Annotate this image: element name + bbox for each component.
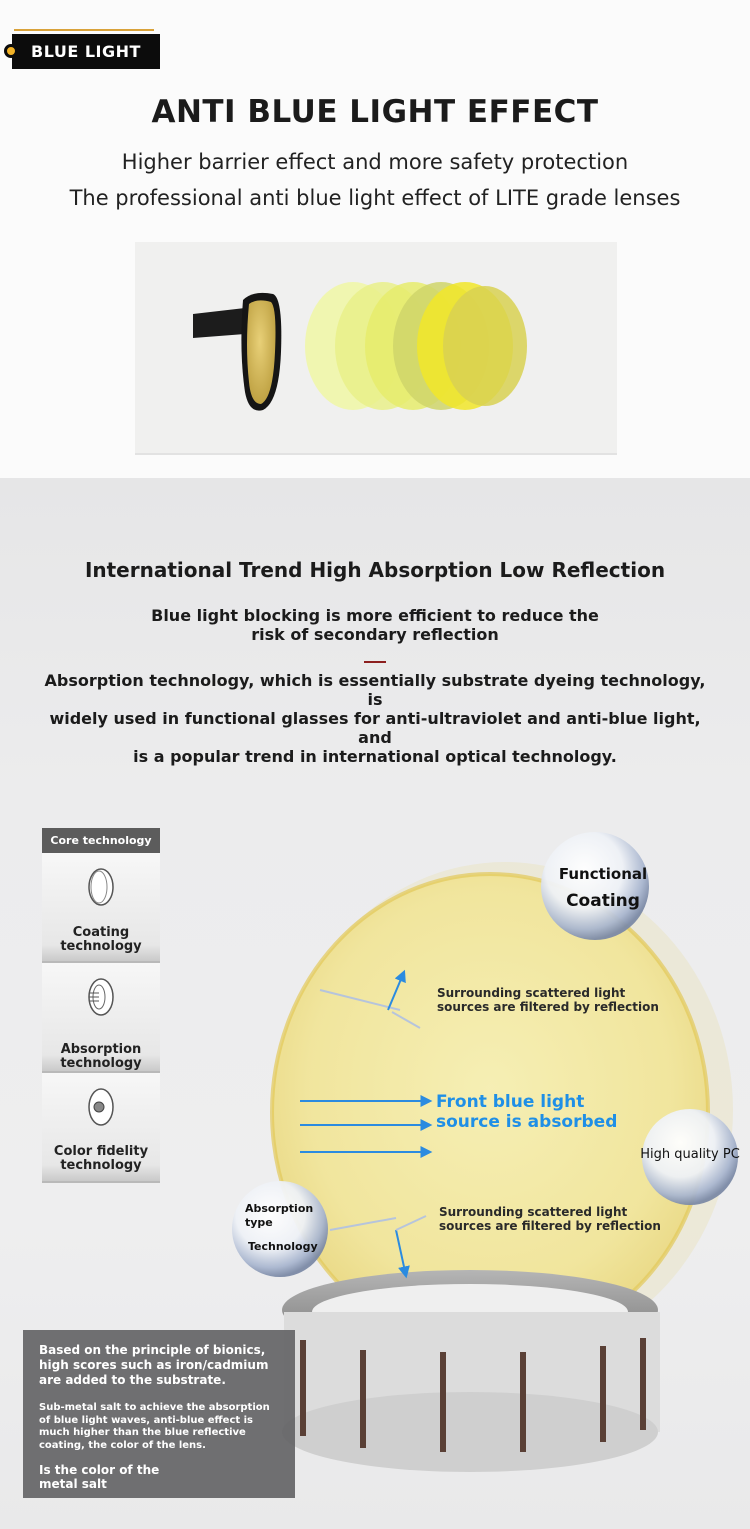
info-paragraph-3 [39, 1463, 159, 1491]
info-p2-line-4: coating, the color of the lens. [39, 1439, 206, 1451]
info-p3-line-1: Is the color of the [39, 1463, 160, 1477]
core-technology-panel [42, 828, 160, 1183]
divider [364, 661, 386, 663]
info-paragraph-1 [39, 1343, 268, 1388]
lens-samples-image [135, 242, 617, 455]
scatter-top-line-1: Surrounding scattered light [437, 986, 626, 1000]
absorption-lens-icon [79, 975, 123, 1019]
body-line-3: is a popular trend in international optical technology. [133, 747, 617, 766]
color-fidelity-lens-icon [79, 1085, 123, 1129]
info-p3-line-2: metal salt [39, 1477, 107, 1491]
color-fidelity-card [42, 1073, 160, 1183]
bubble-left-label-1: Absorption [245, 1202, 314, 1215]
core-technology-header: Core technology [42, 828, 160, 853]
info-p2-line-3: much higher than the blue reflective [39, 1427, 246, 1438]
front-line-2: source is absorbed [436, 1112, 618, 1132]
scatter-top-line-2: sources are filtered by reflection [437, 1000, 659, 1014]
hero-section [0, 0, 750, 478]
section-title: International Trend High Absorption Low Reflection [84, 558, 666, 582]
coating-label [42, 926, 160, 954]
body-line-2: widely used in functional glasses for anti-ultraviolet and anti-blue light, and [49, 709, 701, 747]
color-fidelity-label-line-1: Color fidelity [53, 1144, 149, 1159]
coating-technology-card [42, 853, 160, 963]
color-fidelity-label-line-2: technology [60, 1158, 142, 1173]
bubble-top-label-1: Functional [558, 865, 648, 883]
subtitle-line-2: The professional anti blue light effect of LITE grade lenses [69, 186, 681, 210]
bubble-right-label: High quality PC [640, 1147, 740, 1162]
page-title: ANTI BLUE LIGHT EFFECT [151, 94, 599, 130]
scatter-bottom-line-2: sources are filtered by reflection [439, 1219, 661, 1233]
color-fidelity-label [42, 1145, 160, 1173]
tag-dot-icon [4, 44, 18, 58]
info-p2-line-2: of blue light waves, anti-blue effect is [39, 1414, 254, 1426]
bubble-left-label-2: type [245, 1216, 273, 1229]
scatter-bottom-text [439, 1205, 661, 1233]
coating-lens-icon [79, 865, 123, 909]
scatter-bottom-line-1: Surrounding scattered light [439, 1205, 628, 1219]
coating-label-line-2: technology [60, 939, 142, 954]
lens-samples-illustration [135, 242, 617, 455]
tag-accent-line [14, 29, 154, 31]
bubble-top-label-2: Coating [566, 891, 640, 911]
bubble-left-label-3: Technology [248, 1240, 318, 1253]
coating-label-line-1: Coating [72, 925, 130, 940]
absorption-label-line-1: Absorption [60, 1042, 142, 1057]
blue-light-tag: BLUE LIGHT [12, 34, 160, 69]
section-body [40, 671, 710, 766]
scatter-top-text [437, 986, 659, 1014]
subtitle-line-1: Higher barrier effect and more safety protection [121, 150, 629, 174]
lead-line-2: risk of secondary reflection [251, 625, 499, 644]
info-p2-line-1: Sub-metal salt to achieve the absorption [39, 1402, 270, 1413]
absorption-label [42, 1043, 160, 1071]
front-line-1: Front blue light [436, 1092, 585, 1112]
info-paragraph-2 [39, 1402, 270, 1452]
info-p1-line-2: high scores such as iron/cadmium [39, 1358, 269, 1372]
body-line-1: Absorption technology, which is essentially substrate dyeing technology, is [44, 671, 706, 709]
front-light-text [436, 1092, 617, 1132]
section-lead [0, 606, 750, 644]
lead-line-1: Blue light blocking is more efficient to reduce the [151, 606, 599, 625]
absorption-technology-card [42, 963, 160, 1073]
info-p1-line-1: Based on the principle of bionics, [39, 1343, 266, 1357]
absorption-label-line-2: technology [60, 1056, 142, 1071]
metal-salt-info-box [23, 1330, 295, 1498]
info-p1-line-3: are added to the substrate. [39, 1373, 226, 1387]
